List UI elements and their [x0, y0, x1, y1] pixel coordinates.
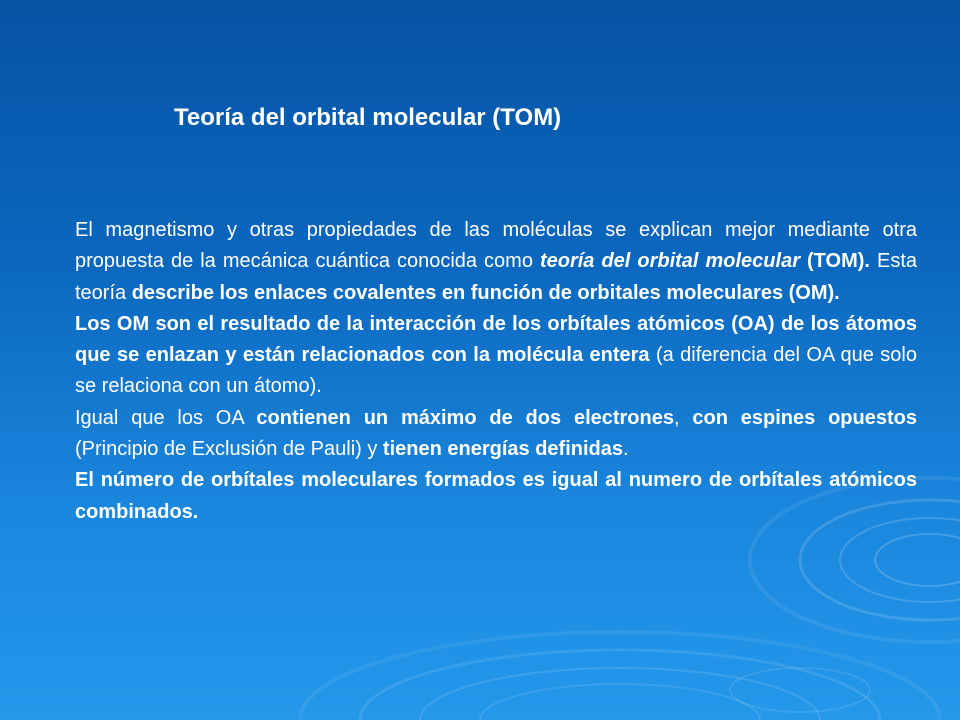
text-run-bold: El número de orbítales moleculares formados es igual al numero de orbítales atómicos combinados. [75, 469, 917, 523]
text-run: (Principio de Exclusión de Pauli) y [75, 438, 383, 461]
text-run-bold: tienen energías definidas [382, 438, 623, 461]
text-run-bold-italic: teoría del orbital molecular [539, 250, 800, 273]
paragraph-orbital-count [75, 465, 917, 528]
slide-title: Teoría del orbital molecular (TOM) [174, 104, 562, 131]
slide-body [75, 215, 917, 528]
text-run-bold: con espines opuestos [692, 406, 917, 429]
text-run-bold: Los OM son el resultado de la interacción de los orbítales atómicos (OA) de los átomos que se enlazan y están relacionados con la molécula entera [75, 312, 917, 367]
paragraph-electrons [75, 403, 917, 466]
text-run-bold: contienen un máximo de dos electrones [256, 406, 674, 429]
text-run: Esta teoría [75, 250, 918, 304]
text-run: . [623, 438, 629, 461]
text-run-bold: (TOM). [799, 250, 870, 273]
text-run: El magnetismo y otras propiedades de las moléculas se explican mejor mediante otra propuesta de la mecánica cuántica conocida como [75, 219, 917, 273]
text-run: , [674, 406, 693, 429]
paragraph-intro [75, 215, 917, 309]
text-run: (a diferencia del OA que solo se relaciona con un átomo). [75, 344, 918, 398]
text-run-bold: describe los enlaces covalentes en función de orbitales moleculares (OM). [131, 281, 840, 304]
paragraph-om-definition [75, 309, 917, 403]
text-run: Igual que los OA [75, 406, 257, 429]
